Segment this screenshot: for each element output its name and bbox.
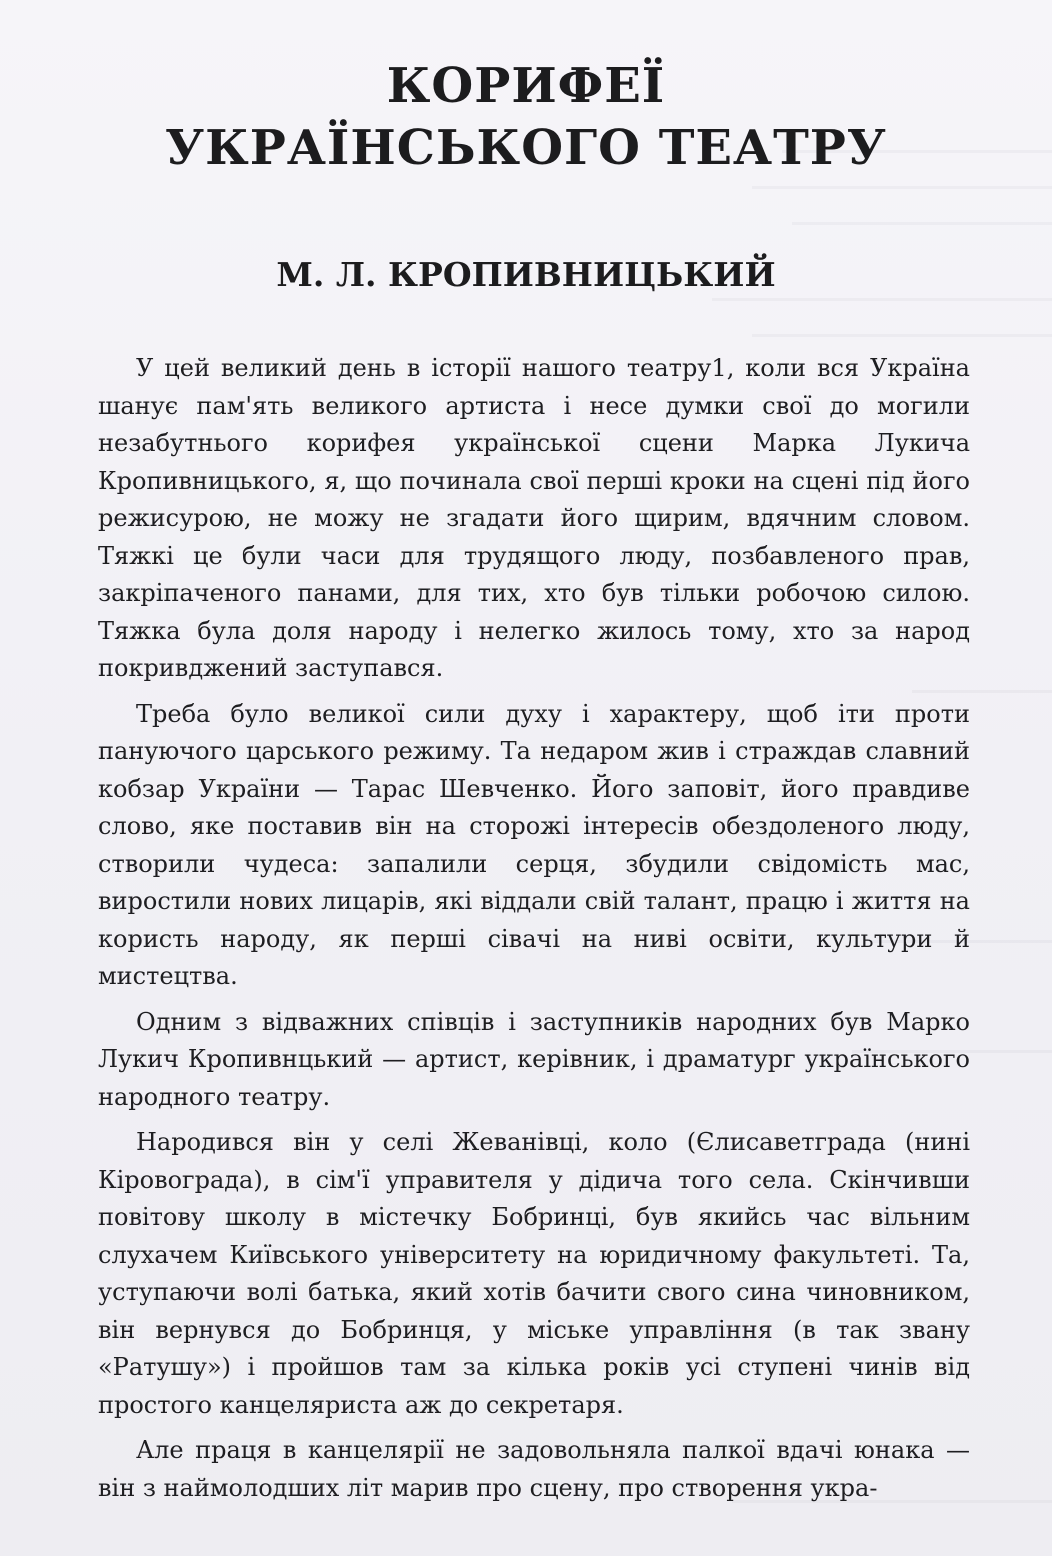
book-title-line-1: КОРИФЕЇ	[386, 58, 666, 114]
show-through-line	[712, 298, 1052, 301]
show-through-line	[752, 186, 1052, 189]
show-through-line	[752, 334, 1052, 337]
show-through-line	[792, 222, 1052, 225]
paragraph: Але праця в канцелярії не задовольняла палкої вдачі юнака — він з наймолодших літ марив про сцену, про створення укра-	[98, 1436, 970, 1502]
section-heading: М. Л. КРОПИВНИЦЬКИЙ	[276, 255, 776, 294]
paragraph: Треба було великої сили духу і характеру, щоб іти проти пануючого царського режиму. Та недаром жив і страждав славний кобзар України — Тарас Шевченко. Його заповіт, його правдиве слово, яке поставив він на сторожі інтересів обездоленого люду, створили чудеса: запалили серця, збудили свідомість мас, виростили нових лицарів, які віддали свій талант, працю і життя на користь народу, як перші сівачі на ниві освіти, культури й мистецтва.	[98, 699, 970, 990]
paragraph: Народився він у селі Жеванівці, коло (Єлисаветграда (нині Кіровограда), в сім'ї управителя у дідича того села. Скінчивши повітову школу в містечку Бобринці, був якийсь час вільним слухачем Київського університету на юридичному факультеті. Та, уступаючи волі батька, який хотів бачити свого сина чиновником, він вернувся до Бобринця, у міське управління (в так звану «Ратушу») і пройшов там за кілька років усі ступені чинів від простого канцеляриста аж до секретаря.	[98, 1128, 970, 1419]
paragraph: Одним з відважних співців і заступників народних був Марко Лукич Кропивнцький — артист, керівник, і драматург українського народного театру.	[98, 1007, 970, 1111]
paragraph: У цей великий день в історії нашого театру1, коли вся Україна шанує пам'ять великого артиста і несе думки свої до могили незабутнього корифея української сцени Марка Лукича Кропивницького, я, що починала свої перші кроки на сцені під його режисурою, не можу не згадати його щирим, вдячним словом. Тяжкі це були часи для трудящого люду, позбавленого прав, закріпаченого панами, для тих, хто був тільки робочою силою. Тяжка була доля народу і нелегко жилось тому, хто за народ покривджений заступався.	[98, 354, 970, 682]
body-text	[98, 350, 970, 1507]
book-title-line-2: УКРАЇНСЬКОГО ТЕАТРУ	[165, 120, 887, 176]
